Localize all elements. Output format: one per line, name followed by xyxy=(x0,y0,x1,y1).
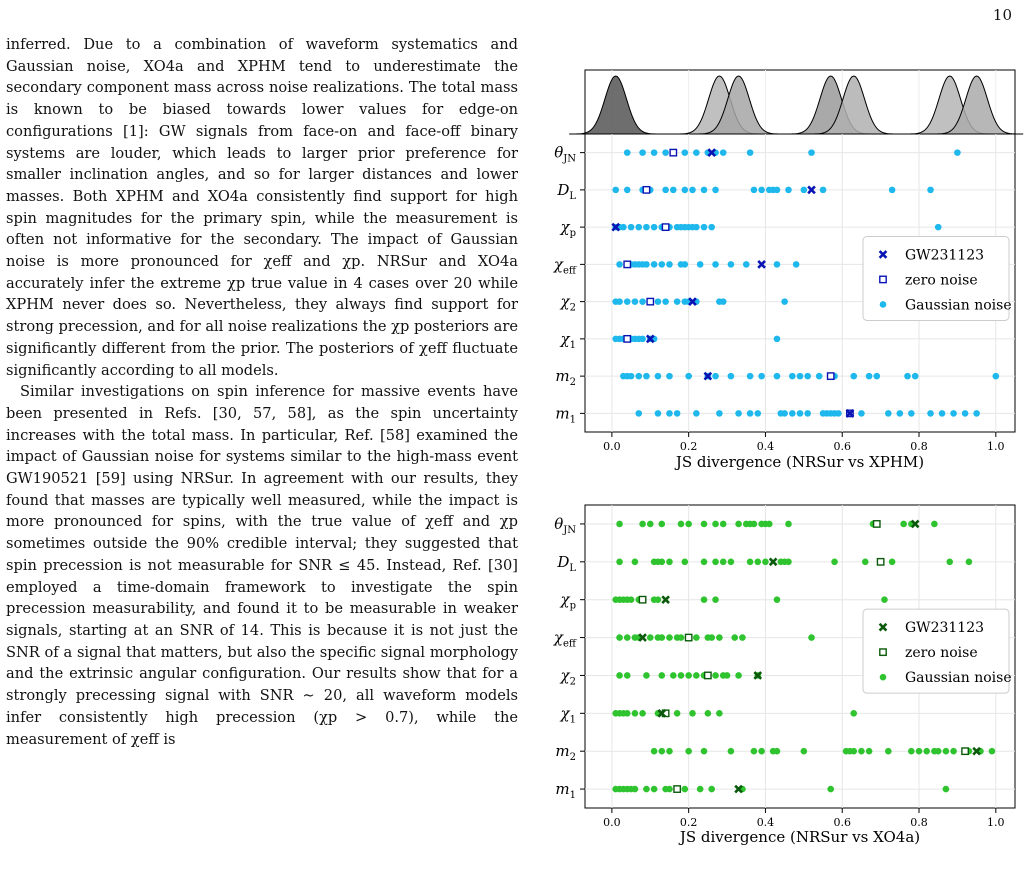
zero-noise-point xyxy=(962,748,968,754)
gaussian-noise-point xyxy=(935,748,942,755)
gaussian-noise-point xyxy=(639,298,646,305)
x-tick-label: 0.8 xyxy=(910,816,928,829)
gaussian-noise-point xyxy=(678,521,685,528)
zero-noise-point xyxy=(874,521,880,527)
gaussian-noise-point xyxy=(735,521,742,528)
ridge-panel xyxy=(570,70,1023,134)
gaussian-noise-point xyxy=(666,634,673,641)
gaussian-noise-point xyxy=(950,748,957,755)
legend-label: Gaussian noise xyxy=(905,297,1012,314)
gaussian-noise-point xyxy=(804,373,811,380)
gaussian-noise-point xyxy=(912,373,919,380)
x-axis-label: JS divergence (NRSur vs XPHM) xyxy=(675,453,925,471)
gaussian-noise-point xyxy=(682,187,689,194)
gaussian-noise-point xyxy=(643,224,650,231)
gaussian-noise-point xyxy=(666,748,673,755)
y-tick-label: $\chi_1$ xyxy=(560,704,576,726)
gaussian-noise-point xyxy=(701,596,708,603)
gaussian-noise-point xyxy=(712,559,719,566)
gaussian-noise-point xyxy=(658,521,665,528)
gaussian-noise-point xyxy=(801,748,808,755)
y-tick-label: $\theta_{JN}$ xyxy=(554,143,576,165)
gaussian-noise-point xyxy=(647,521,654,528)
gaussian-noise-point xyxy=(774,373,781,380)
gaussian-noise-point xyxy=(693,672,700,679)
gaussian-noise-point xyxy=(708,634,715,641)
legend-marker-gaussian xyxy=(880,301,887,308)
gaussian-noise-point xyxy=(639,710,646,717)
gaussian-noise-point xyxy=(708,224,715,231)
gaussian-noise-point xyxy=(624,298,631,305)
gaussian-noise-point xyxy=(628,596,635,603)
gaussian-noise-point xyxy=(712,596,719,603)
zero-noise-point xyxy=(639,596,645,602)
gaussian-noise-point xyxy=(724,672,731,679)
gaussian-noise-point xyxy=(632,786,639,793)
y-tick-label: $\theta_{JN}$ xyxy=(554,514,576,536)
gaussian-noise-point xyxy=(666,261,673,268)
gaussian-noise-point xyxy=(651,786,658,793)
gaussian-noise-point xyxy=(693,224,700,231)
gaussian-noise-point xyxy=(616,559,623,566)
zero-noise-point xyxy=(662,224,668,230)
gaussian-noise-point xyxy=(728,261,735,268)
gaussian-noise-point xyxy=(766,521,773,528)
gaussian-noise-point xyxy=(774,596,781,603)
gaussian-noise-point xyxy=(797,373,804,380)
gaussian-noise-point xyxy=(781,410,788,417)
gaussian-noise-point xyxy=(712,672,719,679)
gaussian-noise-point xyxy=(950,410,957,417)
gaussian-noise-point xyxy=(643,672,650,679)
gaussian-noise-point xyxy=(850,710,857,717)
gaussian-noise-point xyxy=(735,410,742,417)
gaussian-noise-point xyxy=(989,748,996,755)
legend-marker-gaussian xyxy=(880,674,887,681)
gaussian-noise-point xyxy=(927,410,934,417)
legend-label: zero noise xyxy=(905,272,978,289)
gaussian-noise-point xyxy=(628,224,635,231)
gaussian-noise-point xyxy=(643,786,650,793)
gaussian-noise-point xyxy=(897,410,904,417)
y-tick-label: $m_2$ xyxy=(555,367,576,389)
gaussian-noise-point xyxy=(643,373,650,380)
gaussian-noise-point xyxy=(632,298,639,305)
gaussian-noise-point xyxy=(808,149,815,156)
gaussian-noise-point xyxy=(712,261,719,268)
gaussian-noise-point xyxy=(866,748,873,755)
gaussian-noise-point xyxy=(655,298,662,305)
gaussian-noise-point xyxy=(862,559,869,566)
gaussian-noise-point xyxy=(850,748,857,755)
zero-noise-point xyxy=(670,149,676,155)
gaussian-noise-point xyxy=(682,786,689,793)
gaussian-noise-point xyxy=(616,261,623,268)
gaussian-noise-point xyxy=(658,672,665,679)
gaussian-noise-point xyxy=(728,559,735,566)
x-tick-label: 0.4 xyxy=(756,816,775,829)
gaussian-noise-point xyxy=(946,559,953,566)
gaussian-noise-point xyxy=(747,559,754,566)
gaussian-noise-point xyxy=(701,748,708,755)
gaussian-noise-point xyxy=(624,187,631,194)
y-tick-label: $D_L$ xyxy=(557,180,576,202)
gaussian-noise-point xyxy=(728,373,735,380)
gaussian-noise-point xyxy=(735,672,742,679)
gaussian-noise-point xyxy=(935,224,942,231)
gaussian-noise-point xyxy=(716,710,723,717)
gaussian-noise-point xyxy=(658,634,665,641)
gaussian-noise-point xyxy=(616,634,623,641)
x-tick-label: 0.2 xyxy=(679,440,698,453)
x-tick-label: 0.6 xyxy=(833,816,851,829)
gaussian-noise-point xyxy=(701,559,708,566)
gaussian-noise-point xyxy=(647,634,654,641)
gaussian-noise-point xyxy=(873,373,880,380)
gaussian-noise-point xyxy=(697,786,704,793)
gaussian-noise-point xyxy=(689,710,696,717)
gaussian-noise-point xyxy=(931,521,938,528)
gaussian-noise-point xyxy=(712,187,719,194)
zero-noise-point xyxy=(705,672,711,678)
gaussian-noise-point xyxy=(858,410,865,417)
gaussian-noise-point xyxy=(666,559,673,566)
gaussian-noise-point xyxy=(662,298,669,305)
gaussian-noise-point xyxy=(731,634,738,641)
gaussian-noise-point xyxy=(666,373,673,380)
gaussian-noise-point xyxy=(858,748,865,755)
y-tick-label: $m_2$ xyxy=(555,742,576,764)
gaussian-noise-point xyxy=(962,410,969,417)
gaussian-noise-point xyxy=(754,410,761,417)
gaussian-noise-point xyxy=(716,410,723,417)
x-tick-label: 1.0 xyxy=(987,816,1005,829)
gaussian-noise-point xyxy=(785,187,792,194)
body-text xyxy=(6,34,518,750)
gaussian-noise-point xyxy=(624,634,631,641)
figure-nrsur-vs-xphm xyxy=(527,62,1027,482)
gaussian-noise-point xyxy=(655,410,662,417)
gaussian-noise-point xyxy=(908,748,915,755)
gaussian-noise-point xyxy=(643,261,650,268)
x-tick-label: 1.0 xyxy=(987,440,1005,453)
gaussian-noise-point xyxy=(658,559,665,566)
gaussian-noise-point xyxy=(658,261,665,268)
y-tick-label: $\chi_2$ xyxy=(560,292,576,314)
gaussian-noise-point xyxy=(793,261,800,268)
page-number: 10 xyxy=(992,6,1012,24)
gaussian-noise-point xyxy=(993,373,1000,380)
gaussian-noise-point xyxy=(701,187,708,194)
gaussian-noise-point xyxy=(916,748,923,755)
gaussian-noise-point xyxy=(697,261,704,268)
gaussian-noise-point xyxy=(666,786,673,793)
x-tick-label: 0.4 xyxy=(756,440,775,453)
gaussian-noise-point xyxy=(835,410,842,417)
gaussian-noise-point xyxy=(885,748,892,755)
gaussian-noise-point xyxy=(685,521,692,528)
y-tick-label: $\chi_{eff}$ xyxy=(553,628,576,650)
legend-label: Gaussian noise xyxy=(905,670,1012,687)
gaussian-noise-point xyxy=(685,748,692,755)
gaussian-noise-point xyxy=(739,634,746,641)
gaussian-noise-point xyxy=(651,149,658,156)
gaussian-noise-point xyxy=(789,373,796,380)
gaussian-noise-point xyxy=(758,373,765,380)
gaussian-noise-point xyxy=(682,149,689,156)
y-tick-label: $\chi_p$ xyxy=(560,218,576,240)
paragraph-1: inferred. Due to a combination of waveform systematics and Gaussian noise, XO4a and XPHM tend to underestimate the secondary component mass across noise realizations. The total mass is known to be biased towards lower values for edge-on configurations [1]: GW signals from face-on and face-off binary systems are louder, which leads to larger prior preference for smaller inclination angles, and so for larger distances and lower masses. Both XPHM and XO4a consistently find support for high spin magnitudes for the primary spin, while the measurement is often not informative for the secondary. The impact of Gaussian noise is more pronounced for χeff and χp. NRSur and XO4a accurately infer the extreme χp true value in 4 cases over 20 while XPHM never does so. Nevertheless, they always find support for strong precession, and for all noise realizations the χp posteriors are significantly different from the prior. The posteriors of χeff fluctuate significantly according to all models. xyxy=(6,36,518,379)
gaussian-noise-point xyxy=(923,748,930,755)
gaussian-noise-point xyxy=(674,410,681,417)
gaussian-noise-point xyxy=(616,298,623,305)
gaussian-noise-point xyxy=(666,410,673,417)
gaussian-noise-point xyxy=(908,410,915,417)
y-tick-label: $m_1$ xyxy=(555,404,576,426)
gaussian-noise-point xyxy=(804,410,811,417)
gaussian-noise-point xyxy=(639,149,646,156)
x-tick-label: 0.2 xyxy=(679,816,698,829)
zero-noise-point xyxy=(828,373,834,379)
zero-noise-point xyxy=(643,187,649,193)
gaussian-noise-point xyxy=(927,187,934,194)
gaussian-noise-point xyxy=(701,521,708,528)
legend-label: GW231123 xyxy=(905,247,985,264)
x-axis-label: JS divergence (NRSur vs XO4a) xyxy=(679,828,921,846)
gaussian-noise-point xyxy=(693,149,700,156)
gaussian-noise-point xyxy=(889,187,896,194)
gaussian-noise-point xyxy=(758,187,765,194)
gaussian-noise-point xyxy=(682,261,689,268)
gaussian-noise-point xyxy=(655,373,662,380)
gaussian-noise-point xyxy=(720,298,727,305)
gaussian-noise-point xyxy=(973,410,980,417)
scatter-panel xyxy=(553,134,1015,453)
gaussian-noise-point xyxy=(966,559,973,566)
x-tick-label: 0.8 xyxy=(910,440,928,453)
gaussian-noise-point xyxy=(720,521,727,528)
gaussian-noise-point xyxy=(635,410,642,417)
gaussian-noise-point xyxy=(624,710,631,717)
gaussian-noise-point xyxy=(616,672,623,679)
legend xyxy=(863,236,1012,320)
gaussian-noise-point xyxy=(781,298,788,305)
x-tick-label: 0.0 xyxy=(603,440,621,453)
zero-noise-point xyxy=(624,261,630,267)
x-tick-label: 0.0 xyxy=(603,816,621,829)
gaussian-noise-point xyxy=(747,410,754,417)
gaussian-noise-point xyxy=(639,336,646,343)
zero-noise-point xyxy=(674,786,680,792)
gaussian-noise-point xyxy=(758,748,765,755)
gaussian-noise-point xyxy=(743,261,750,268)
gaussian-noise-point xyxy=(720,559,727,566)
gaussian-noise-point xyxy=(751,521,758,528)
gaussian-noise-point xyxy=(774,748,781,755)
gaussian-noise-point xyxy=(628,373,635,380)
gaussian-noise-point xyxy=(900,521,907,528)
gaussian-noise-point xyxy=(670,187,677,194)
y-tick-label: $D_L$ xyxy=(557,552,576,574)
gaussian-noise-point xyxy=(705,710,712,717)
y-tick-label: $m_1$ xyxy=(555,780,576,802)
y-tick-label: $\chi_2$ xyxy=(560,666,576,688)
scatter-panel xyxy=(553,505,1015,829)
zero-noise-point xyxy=(624,336,630,342)
gaussian-noise-point xyxy=(662,187,669,194)
gaussian-noise-point xyxy=(827,786,834,793)
gaussian-noise-point xyxy=(632,710,639,717)
gaussian-noise-point xyxy=(785,521,792,528)
zero-noise-point xyxy=(685,634,691,640)
gaussian-noise-point xyxy=(943,748,950,755)
gaussian-noise-point xyxy=(712,373,719,380)
gaussian-noise-point xyxy=(708,786,715,793)
gaussian-noise-point xyxy=(674,298,681,305)
zero-noise-point xyxy=(877,559,883,565)
gaussian-noise-point xyxy=(651,748,658,755)
gaussian-noise-point xyxy=(762,559,769,566)
legend xyxy=(863,609,1012,693)
gaussian-noise-point xyxy=(831,559,838,566)
gaussian-noise-point xyxy=(754,559,761,566)
gaussian-noise-point xyxy=(885,410,892,417)
gaussian-noise-point xyxy=(797,410,804,417)
legend-marker-zero-noise xyxy=(880,649,886,655)
gaussian-noise-point xyxy=(939,410,946,417)
gaussian-noise-point xyxy=(904,373,911,380)
gaussian-noise-point xyxy=(954,149,961,156)
gaussian-noise-point xyxy=(635,373,642,380)
gaussian-noise-point xyxy=(751,187,758,194)
gaussian-noise-point xyxy=(889,559,896,566)
legend-label: zero noise xyxy=(905,645,978,662)
gaussian-noise-point xyxy=(850,373,857,380)
gaussian-noise-point xyxy=(624,672,631,679)
y-tick-label: $\chi_{eff}$ xyxy=(553,255,576,277)
gaussian-noise-point xyxy=(682,559,689,566)
gaussian-noise-point xyxy=(820,187,827,194)
gaussian-noise-point xyxy=(728,748,735,755)
gaussian-noise-point xyxy=(662,149,669,156)
gaussian-noise-point xyxy=(747,373,754,380)
paragraph-2: Similar investigations on spin inference for massive events have been presented in Refs. [30, 57, 58], as the spin uncertainty increases with the total mass. In particular, Ref. [58] examined the impact of Gaussian noise for systems similar to the high-mass event GW190521 [59] using NRSur. In agreement with our results, they found that masses are typically well measured, while the impact is more pronounced for spins, with the true value of χeff and χp sometimes outside the 90% credible interval; they suggested that spin precession is not measurable for SNR ≤ 45. Instead, Ref. [30] employed a time-domain framework to investigate the spin precession measurability, and found it to be measurable in weaker signals, starting at an SNR of 14. This is because it is not just the SNR of a signal that matters, but also the specific signal morphology and the extrinsic angular configuration. Our results show that for a strongly precessing signal with SNR ∼ 20, all waveform models infer consistently high precession (χp > 0.7), while the measurement of χeff is xyxy=(6,383,518,748)
gaussian-noise-point xyxy=(655,596,662,603)
gaussian-noise-point xyxy=(789,410,796,417)
gaussian-noise-point xyxy=(720,149,727,156)
gaussian-noise-point xyxy=(616,521,623,528)
gaussian-noise-point xyxy=(693,410,700,417)
gaussian-noise-point xyxy=(866,373,873,380)
gaussian-noise-point xyxy=(658,748,665,755)
gaussian-noise-point xyxy=(751,748,758,755)
gaussian-noise-point xyxy=(774,261,781,268)
x-tick-label: 0.6 xyxy=(833,440,851,453)
gaussian-noise-point xyxy=(747,149,754,156)
gaussian-noise-point xyxy=(816,373,823,380)
gaussian-noise-point xyxy=(620,224,627,231)
gaussian-noise-point xyxy=(670,672,677,679)
y-tick-label: $\chi_1$ xyxy=(560,329,576,351)
gaussian-noise-point xyxy=(693,634,700,641)
gaussian-noise-point xyxy=(701,224,708,231)
zero-noise-point xyxy=(647,298,653,304)
gaussian-noise-point xyxy=(651,224,658,231)
gaussian-noise-point xyxy=(639,521,646,528)
gaussian-noise-point xyxy=(774,187,781,194)
gaussian-noise-point xyxy=(774,336,781,343)
gaussian-noise-point xyxy=(712,521,719,528)
gaussian-noise-point xyxy=(716,634,723,641)
legend-marker-zero-noise xyxy=(880,276,886,282)
gaussian-noise-point xyxy=(632,559,639,566)
gaussian-noise-point xyxy=(685,373,692,380)
gaussian-noise-point xyxy=(785,559,792,566)
gaussian-noise-point xyxy=(881,596,888,603)
gaussian-noise-point xyxy=(808,634,815,641)
legend-label: GW231123 xyxy=(905,620,985,637)
gaussian-noise-point xyxy=(801,187,808,194)
gaussian-noise-point xyxy=(635,224,642,231)
gaussian-noise-point xyxy=(678,672,685,679)
gaussian-noise-point xyxy=(678,634,685,641)
gaussian-noise-point xyxy=(943,786,950,793)
y-tick-label: $\chi_p$ xyxy=(560,590,576,612)
gaussian-noise-point xyxy=(689,187,696,194)
gaussian-noise-point xyxy=(624,149,631,156)
figure-nrsur-vs-xo4a xyxy=(527,500,1027,890)
gaussian-noise-point xyxy=(685,672,692,679)
gaussian-noise-point xyxy=(612,187,619,194)
gaussian-noise-point xyxy=(651,261,658,268)
gaussian-noise-point xyxy=(674,710,681,717)
